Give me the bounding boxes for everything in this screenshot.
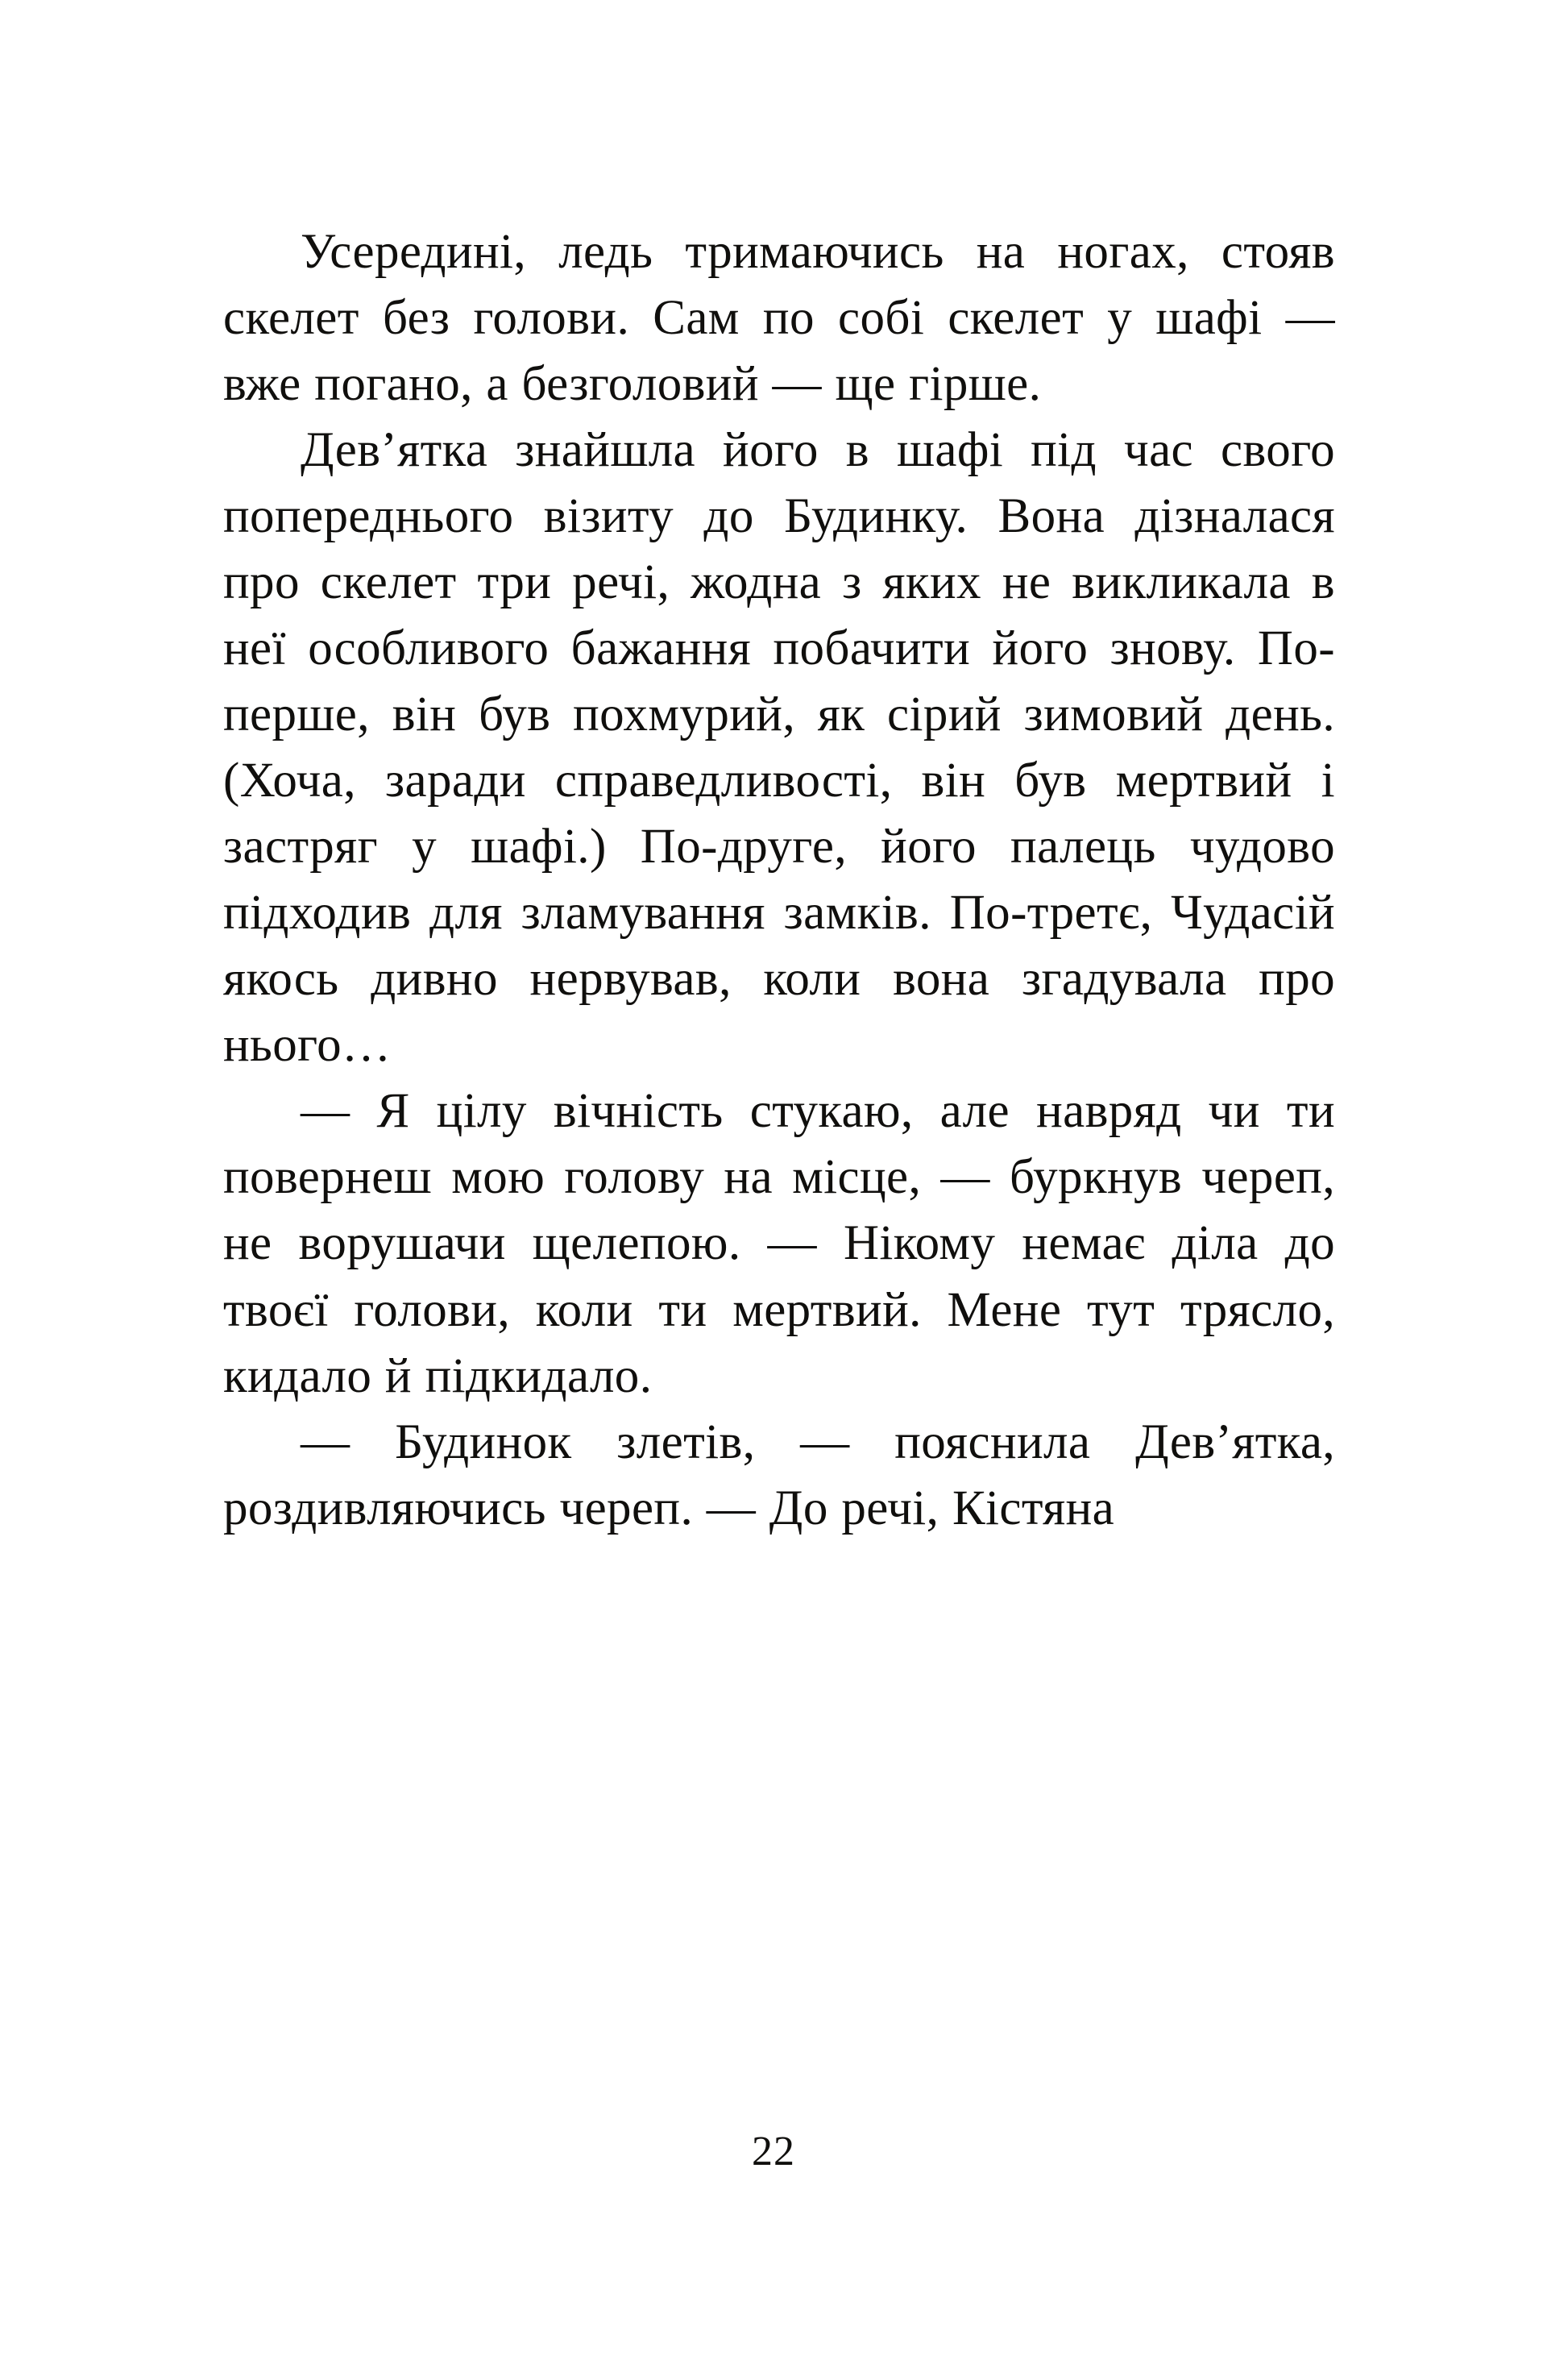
paragraph-2: Дев’ятка знайшла його в шафі під час свого попереднього візиту до Будинку. Вона дізналася про скелет три речі, жодна з яких не викликала в неї особливого бажання побачити його знову. По-перше, він був похмурий, як сірий зимовий день. (Хоча, заради справедливості, він був мертвий і застряг у шафі.) По-друге, його палець чудово підходив для зламування замків. По-третє, Чудасій якось дивно нервував, коли вона згадувала про нього… — [223, 423, 1335, 1073]
paragraph-4: — Будинок злетів, — пояснила Дев’ятка, роздивляючись череп. — До речі, Кістяна — [223, 1414, 1335, 1535]
body-text-column — [223, 219, 1335, 1542]
page-number: 22 — [752, 2129, 795, 2174]
paragraph-1: Усередині, ледь тримаючись на ногах, стояв скелет без голови. Сам по собі скелет у шафі — вже погано, а безголовий — ще гірше. — [223, 225, 1335, 412]
paragraph-3: — Я цілу вічність стукаю, але навряд чи ти повернеш мою голову на місце, — буркнув череп, не ворушачи щелепою. — Нікому немає діла до твоєї голови, коли ти мертвий. Мене тут трясло, кидало й підкидало. — [223, 1084, 1335, 1403]
